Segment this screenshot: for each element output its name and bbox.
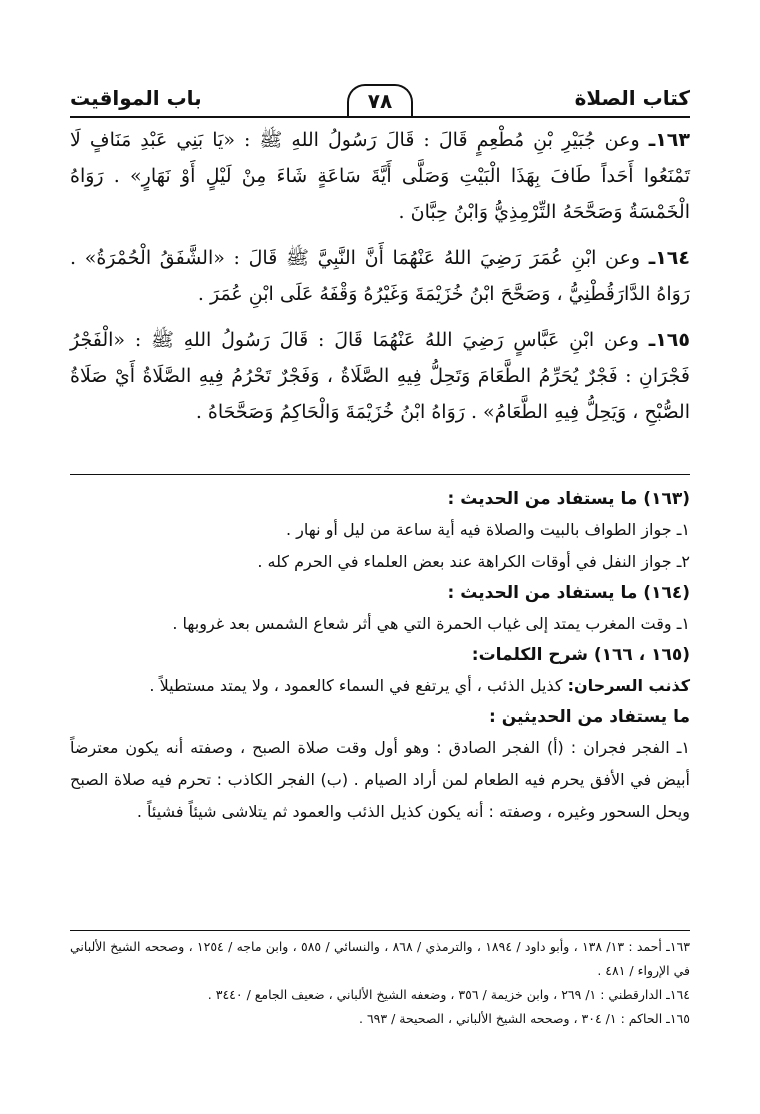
hadith-text: وعن ابْنِ عَبَّاسٍ رَضِيَ اللهُ عَنْهُمَا قَالَ : قَالَ رَسُولُ اللهِ ﷺ : «الْفَجْرُ فَجْرَانِ : فَجْرٌ يُحَرِّمُ الطَّعَامَ وَتَحِلُّ فِيهِ الصَّلَاةُ ، وَفَجْرٌ تَحْرُمُ فِيهِ الصَّلَاةُ أَيْ صَلَاةُ الصُّبْحِ ، وَيَحِلُّ فِيهِ الطَّعَامُ» . رَوَاهُ ابْنُ خُزَيْمَةَ وَالْحَاكِمُ وَصَحَّحَاهُ . [70,329,690,423]
benefits-section [70,484,690,828]
hadith-text: وعن جُبَيْرِ بْنِ مُطْعِمٍ قَالَ : قَالَ رَسُولُ اللهِ ﷺ : «يَا بَنِي عَبْدِ مَنَافٍ لَا تَمْنَعُوا أَحَداً طَافَ بِهَذَا الْبَيْتِ وَصَلَّى أَيَّةَ سَاعَةٍ شَاءَ مِنْ لَيْلٍ أَوْ نَهَارٍ» . رَوَاهُ الْخَمْسَةُ وَصَحَّحَهُ التِّرْمِذِيُّ وَابْنُ حِبَّانَ . [70,129,690,223]
hadith-163 [70,122,690,230]
word-meaning: كذيل الذئب ، أي يرتفع في السماء كالعمود ، ولا يمتد مستطيلاً . [149,676,568,695]
benefit-item: ١ـ وقت المغرب يمتد إلى غياب الحمرة التي هي أثر شعاع الشمس بعد غروبها . [172,614,690,633]
word-term: كذنب السرحان: [567,676,690,695]
benefit-item: ١ـ الفجر فجران : (أ) الفجر الصادق : وهو أول وقت صلاة الصبح ، وصفته أنه يكون معترضاً أبيض في الأفق يحرم فيه الطعام لمن أراد الصيام . (ب) الفجر الكاذب : تحرم فيه صلاة الصبح ويحل السحور وغيره ، وصفته : أنه يكون كذيل الذئب والعمود ثم يتلاشى شيئاً فشيئاً . [70,738,690,821]
footnotes [70,930,690,1031]
section-divider [70,474,690,475]
hadith-text: وعن ابْنِ عُمَرَ رَضِيَ اللهُ عَنْهُمَا أَنَّ النَّبِيَّ ﷺ قَالَ : «الشَّفَقُ الْحُمْرَةُ» . رَوَاهُ الدَّارَقُطْنِيُّ ، وَصَحَّحَ ابْنُ خُزَيْمَةَ وَغَيْرُهُ وَقْفَهُ عَلَى ابْنِ عُمَرَ . [70,247,690,305]
benefits-title-164: (١٦٤) ما يستفاد من الحديث : [447,583,690,603]
page-header [70,80,690,118]
footnote: ١٦٥ـ الحاكم : ١/ ٣٠٤ ، وصححه الشيخ الألباني ، الصحيحة / ٦٩٣ . [358,1011,690,1026]
benefit-item: ٢ـ جواز النفل في أوقات الكراهة عند بعض العلماء في الحرم كله . [257,552,690,571]
hadith-section [70,122,690,440]
hadith-number: ١٦٣ـ [648,129,690,151]
word-definition [70,670,690,702]
hadith-number: ١٦٥ـ [648,329,690,351]
hadith-165 [70,322,690,430]
hadith-number: ١٦٤ـ [648,247,690,269]
chapter-title: باب المواقيت [70,86,202,110]
page-number: ٧٨ [347,84,413,116]
benefit-item: ١ـ جواز الطواف بالبيت والصلاة فيه أية ساعة من ليل أو نهار . [286,520,690,539]
footnote: ١٦٣ـ أحمد : ١٣/ ١٣٨ ، وأبو داود / ١٨٩٤ ، والترمذي / ٨٦٨ ، والنسائي / ٥٨٥ ، وابن ماجه / ١٢٥٤ ، وصححه الشيخ الألباني في الإرواء / ٤٨١ . [70,939,690,978]
words-title: (١٦٥ ، ١٦٦) شرح الكلمات: [471,645,690,665]
book-title: كتاب الصلاة [574,86,690,110]
hadith-164 [70,240,690,312]
benefits-title-163: (١٦٣) ما يستفاد من الحديث : [447,489,690,509]
benefits-title-165: ما يستفاد من الحديثين : [488,707,690,727]
footnote: ١٦٤ـ الدارقطني : ١/ ٢٦٩ ، وابن خزيمة / ٣٥٦ ، وضعفه الشيخ الألباني ، ضعيف الجامع / ٣٤٤٠ . [207,987,690,1002]
